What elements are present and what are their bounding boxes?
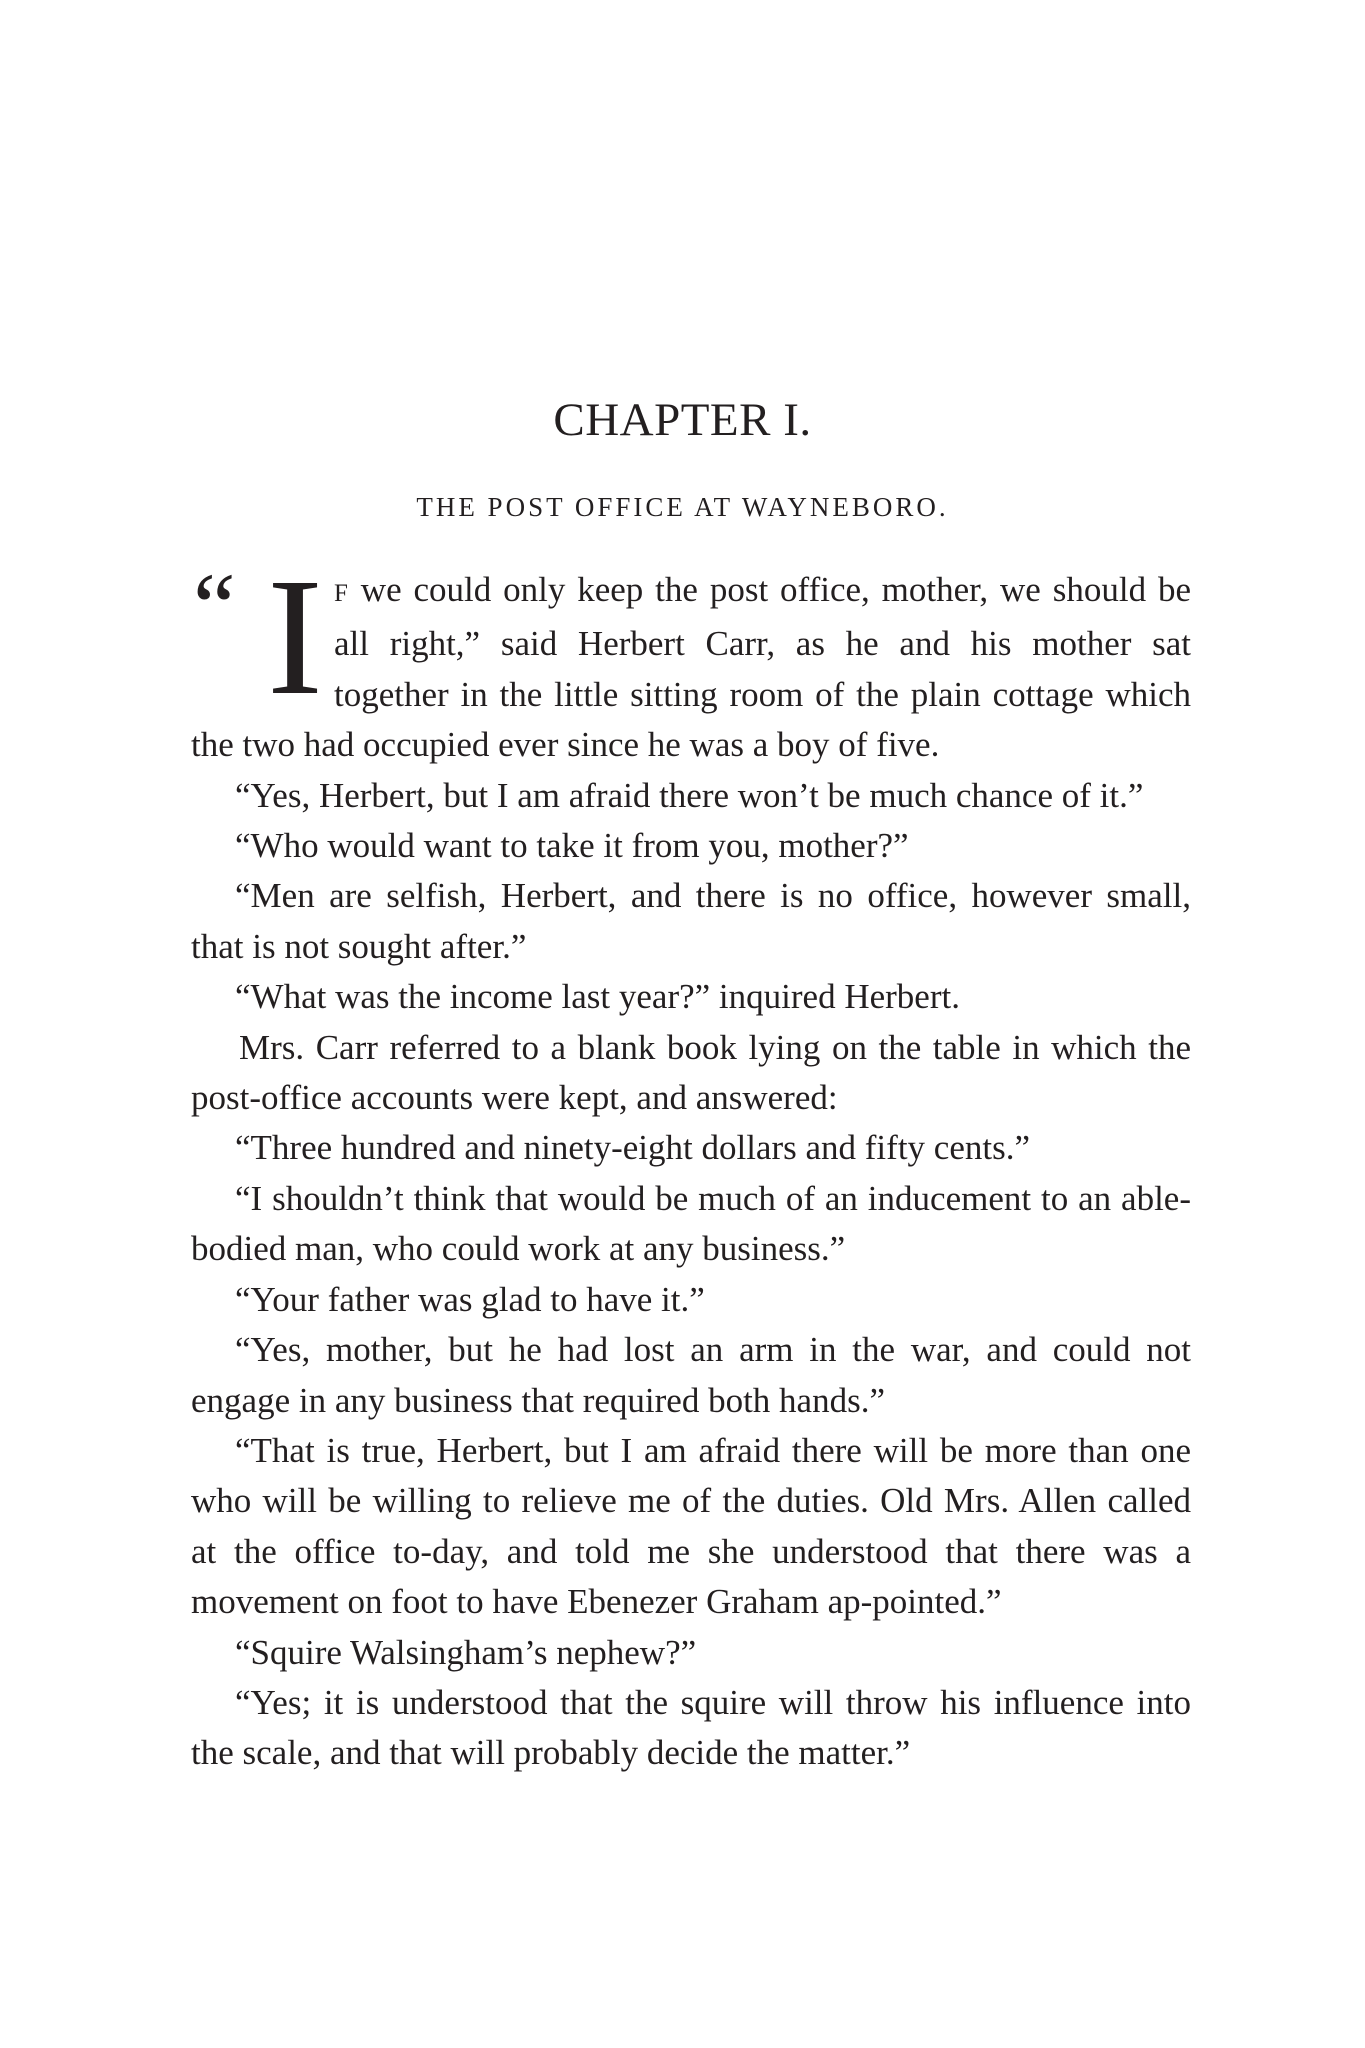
paragraph: “Squire Walsingham’s nephew?” [235,1632,697,1672]
opening-text: we could only keep the post office, mother, we should be all right,” said Herbert Carr, as he and his mother sat together in the little sitting room of the plain cottage which the two had occupied ever since he was a boy of five. [191,570,1191,765]
chapter-title: CHAPTER I. [553,394,812,446]
paragraph: “Yes, mother, but he had lost an arm in the war, and could not engage in any business that required both hands.” [191,1330,1191,1420]
drop-cap-quote: “ [193,553,236,660]
paragraph: “I shouldn’t think that would be much of an inducement to an able-bodied man, who could work at any business.” [191,1178,1191,1269]
paragraph: “Who would want to take it from you, mother?” [235,826,909,866]
paragraph: “Yes; it is understood that the squire will throw his influence into the scale, and that will probably decide the matter.” [191,1682,1191,1773]
opening-paragraph [191,544,1191,771]
paragraph: Mrs. Carr referred to a blank book lying on the table in which the post-office accounts were kept, and answered: [191,1027,1191,1118]
paragraph: “Yes, Herbert, but I am afraid there won’t be much chance of it.” [235,775,1144,815]
paragraph: “What was the income last year?” inquired Herbert. [235,977,960,1017]
paragraph: “Your father was glad to have it.” [235,1279,705,1319]
chapter-body [191,544,1191,1779]
paragraph: “That is true, Herbert, but I am afraid there will be more than one who will be willing to relieve me of the duties. Old Mrs. Allen called at the office to-day, and told me she understood that there was a movement on foot to have Ebenezer Graham ap-pointed.” [191,1430,1191,1622]
opening-smallcaps: F [334,580,349,607]
drop-cap-letter: I [267,544,323,730]
chapter-subtitle: THE POST OFFICE AT WAYNEBORO. [416,492,949,522]
drop-cap [191,544,328,730]
paragraph: “Three hundred and ninety-eight dollars and fifty cents.” [235,1128,1030,1168]
paragraph: “Men are selfish, Herbert, and there is no office, however small, that is not sought after.” [191,876,1191,966]
